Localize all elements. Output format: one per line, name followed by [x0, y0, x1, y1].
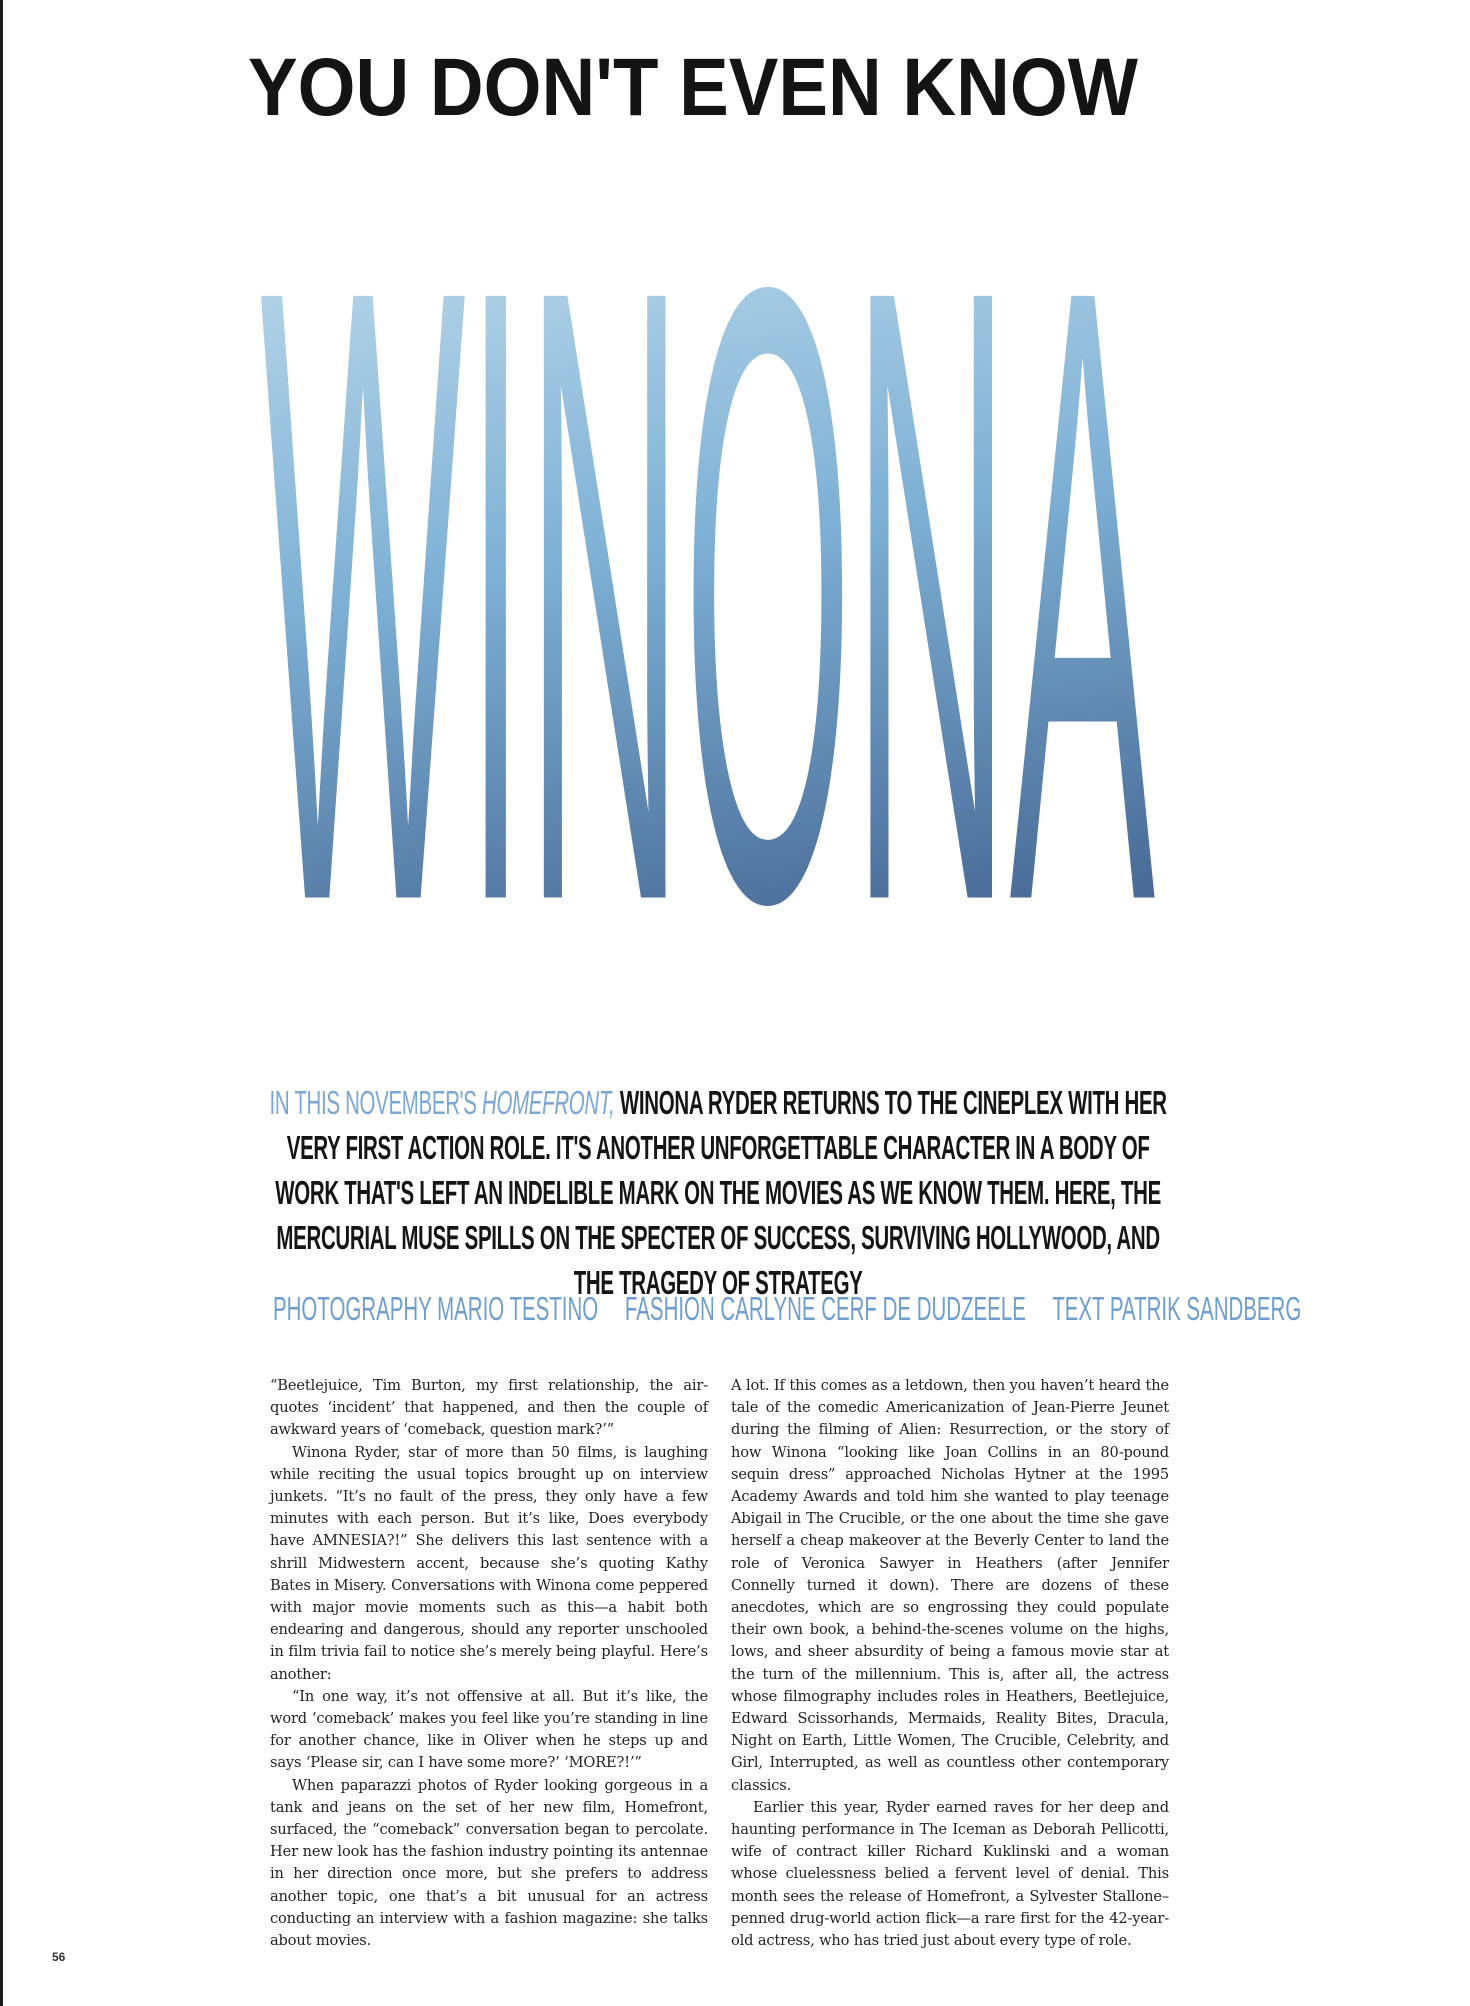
credit-text: TEXT PATRIK SANDBERG	[1052, 1290, 1302, 1327]
paragraph: A lot. If this comes as a letdown, then you haven’t heard the tale of the comedic Americanization of Jean-Pierre Jeunet during the filming of Alien: Resurrection, or the story of how Winona “looking like Joan Collins in an 80-pound sequin dress” approached Nicholas Hytner at the 1995 Academy Awards and told him she wanted to play teenage Abigail in The Crucible, or the one about the time she gave herself a cheap makeover at the Beverly Center to land the role of Veronica Sawyer in Heathers (after Jennifer Connelly turned it down). There are dozens of these anecdotes, which are so engrossing they could populate their own book, a behind-the-scenes volume on the highs, lows, and sheer absurdity of being a famous movie star at the turn of the millennium. This is, after all, the actress whose filmography includes roles in Heathers, Beetlejuice, Edward Scissorhands, Mermaids, Reality Bites, Dracula, Night on Earth, Little Women, The Crucible, Celebrity, and Girl, Interrupted, as well as countless other contemporary classics.	[731, 1377, 1169, 1794]
credit-fashion: FASHION CARLYNE CERF DE DUDZEELE	[624, 1290, 1026, 1327]
kicker-text: YOU DON'T EVEN KNOW	[248, 42, 1139, 130]
page-edge-rule	[0, 0, 3, 2006]
page-number: 56	[52, 1950, 66, 1964]
body-column-left	[270, 1375, 708, 1950]
paragraph: Winona Ryder, star of more than 50 films, is laughing while reciting the usual topics brought up on interview junkets. “It’s no fault of the press, they only have a few minutes with each person. But it’s like, Does everybody have AMNESIA?!” She delivers this last sentence with a shrill Midwestern accent, because she’s quoting Kathy Bates in Misery. Conversations with Winona come peppered with major movie moments such as this—a habit both endearing and dangerous, should any reporter unschooled in film trivia fail to notice she’s merely being playful. Here’s another:	[270, 1443, 708, 1683]
credit-photography: PHOTOGRAPHY MARIO TESTINO	[273, 1290, 599, 1327]
deck-text: WINONA RYDER RETURNS TO THE CINEPLEX WITH HER VERY FIRST ACTION ROLE. IT'S ANOTHER UNFORGETTABLE CHARACTER IN A BODY OF WORK THAT'S LEFT AN INDELIBLE MARK ON THE MOVIES AS WE KNOW THEM. HERE, THE MERCURIAL MUSE SPILLS ON THE SPECTER OF SUCCESS, SURVIVING HOLLYWOOD, AND THE TRAGEDY OF STRATEGY	[275, 1084, 1167, 1301]
paragraph: “In one way, it’s not offensive at all. But it’s like, the word ‘comeback’ makes you feel like you’re standing in line for another chance, like in Oliver when he steps up and says ‘Please sir, can I have some more?’ ‘MORE?!’”	[270, 1687, 708, 1772]
title-text: WINONA	[260, 150, 1157, 1050]
deck-film-title: HOMEFRONT,	[481, 1084, 615, 1121]
paragraph: When paparazzi photos of Ryder looking gorgeous in a tank and jeans on the set of her new film, Homefront, surfaced, the “comeback” conversation began to percolate. Her new look has the fashion industry pointing its antennae in her direction once more, but she prefers to address another topic, one that’s a bit unusual for an actress conducting an interview with a fashion magazine: she talks about movies.	[270, 1776, 708, 1950]
headline-kicker	[248, 35, 1143, 130]
paragraph: Earlier this year, Ryder earned raves for her deep and haunting performance in The Iceman as Deborah Pellicotti, wife of contract killer Richard Kuklinski and a woman whose cluelessness belied a fervent level of denial. This month sees the release of Homefront, a Sylvester Stallone–penned drug-world action flick—a rare first for the 42-year-old actress, who has tried just about every type of role.	[731, 1798, 1169, 1950]
byline-credits	[273, 1290, 1302, 1328]
article-deck	[268, 1080, 1168, 1305]
headline-title	[260, 150, 1160, 1050]
body-column-right	[731, 1375, 1169, 1950]
body-columns	[270, 1375, 1170, 1950]
paragraph: “Beetlejuice, Tim Burton, my first relationship, the air-quotes ‘incident’ that happened, and then the couple of awkward years of ‘comeback, question mark?’”	[270, 1377, 708, 1439]
title-svg	[260, 150, 1160, 1050]
deck-intro: IN THIS NOVEMBER'S	[269, 1084, 477, 1121]
kicker-svg	[248, 35, 1143, 130]
